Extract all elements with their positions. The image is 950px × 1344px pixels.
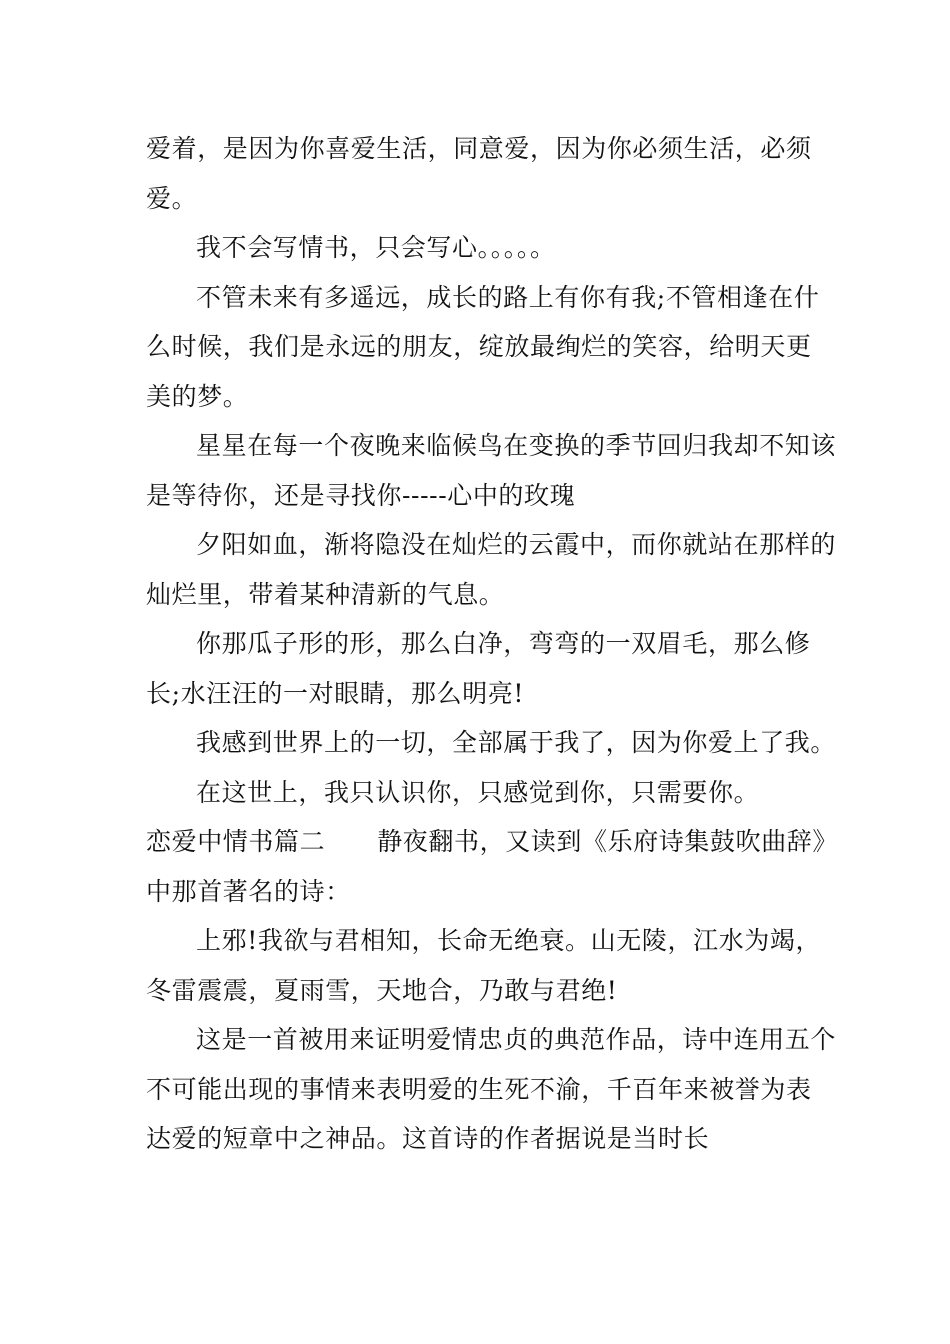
paragraph-8: 在这世上，我只认识你，只感觉到你，只需要你。	[196, 777, 760, 807]
paragraph-3: 不管未来有多遥远，成长的路上有你有我;不管相逢在什么时候，我们是永远的朋友，绽放最绚烂的笑容，给明天更美的梦。	[146, 282, 820, 411]
paragraph-1: 爱着，是因为你喜爱生活，同意爱，因为你必须生活，必须爱。	[146, 134, 812, 213]
section-heading-paragraph	[146, 817, 836, 916]
paragraph-6: 你那瓜子形的形，那么白净，弯弯的一双眉毛，那么修长;水汪汪的一对眼睛，那么明亮!	[146, 629, 811, 708]
paragraph-10: 这是一首被用来证明爱情忠贞的典范作品，诗中连用五个不可能出现的事情来表明爱的生死不渝，千百年来被誉为表达爱的短章中之神品。这首诗的作者据说是当时长	[146, 1025, 837, 1153]
paragraph-4: 星星在每一个夜晚来临候鸟在变换的季节回归我却不知该是等待你，还是寻找你-----心中的玫瑰	[146, 431, 837, 510]
document-body	[146, 124, 836, 1164]
paragraph-9: 上邪!我欲与君相知，长命无绝衰。山无陵，江水为竭，冬雷震震，夏雨雪，天地合，乃敢与君绝!	[146, 926, 822, 1005]
paragraph-5: 夕阳如血，渐将隐没在灿烂的云霞中，而你就站在那样的灿烂里，带着某种清新的气息。	[146, 530, 837, 609]
section-heading: 恋爱中情书篇二	[146, 827, 326, 856]
paragraph-7: 我感到世界上的一切，全部属于我了，因为你爱上了我。	[196, 728, 837, 757]
paragraph-2: 我不会写情书，只会写心。。。。。	[196, 233, 556, 262]
section-intro: 静夜翻书，又读到《乐府诗集鼓吹曲辞》中那首著名的诗：	[146, 827, 826, 906]
